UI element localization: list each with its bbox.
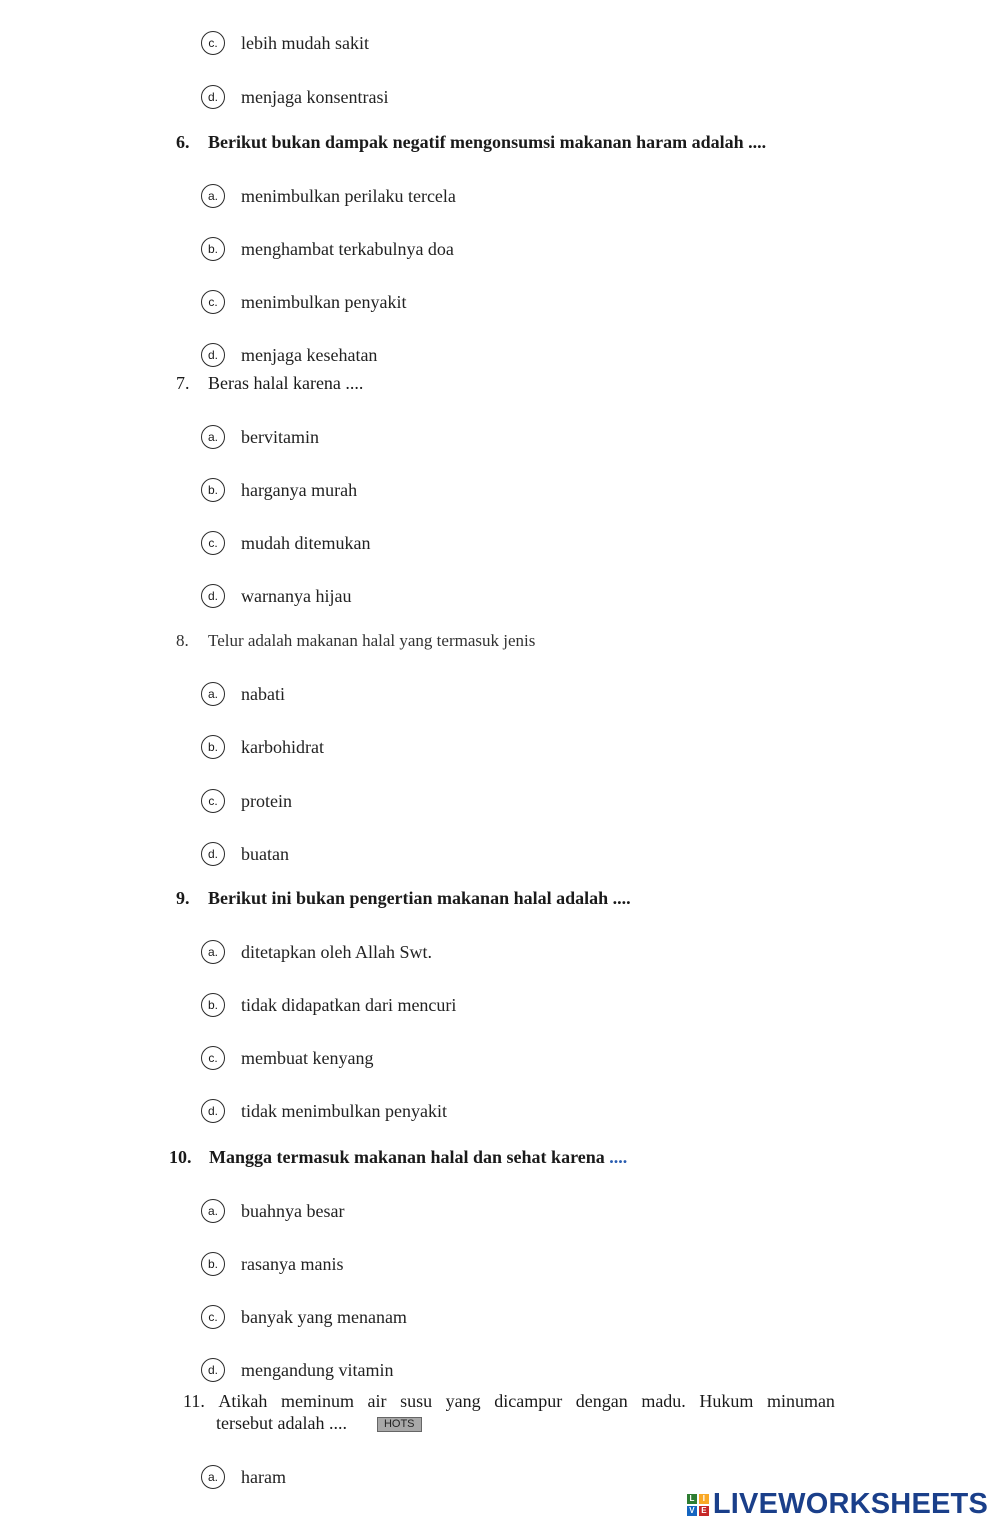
option-text: lebih mudah sakit <box>241 32 369 53</box>
option-letter-badge: b. <box>201 1252 225 1276</box>
question-word: madu. <box>641 1391 686 1411</box>
question-number: 7. <box>176 373 190 393</box>
option-letter-badge: a. <box>201 184 225 208</box>
option-letter-badge: d. <box>201 584 225 608</box>
question-text: Beras halal karena .... <box>208 373 364 393</box>
option-text: buahnya besar <box>241 1200 345 1221</box>
logo-text: LIVEWORKSHEETS <box>712 1488 988 1520</box>
option-text: warnanya hijau <box>241 585 352 606</box>
option-text: menimbulkan perilaku tercela <box>241 185 456 206</box>
option-letter-badge: c. <box>201 531 225 555</box>
option-text: menghambat terkabulnya doa <box>241 238 454 259</box>
option-q11-a[interactable] <box>201 1464 286 1490</box>
question-word: dicampur <box>494 1391 563 1411</box>
question-ellipsis: .... <box>609 1147 628 1167</box>
option-letter-badge: d. <box>201 1099 225 1123</box>
option-text: buatan <box>241 843 289 864</box>
question-10 <box>169 1146 627 1168</box>
option-q8-d[interactable] <box>201 841 289 867</box>
option-letter-badge: c. <box>201 290 225 314</box>
question-number: 6. <box>176 132 190 152</box>
question-11-line-2 <box>183 1412 835 1434</box>
question-word: susu <box>400 1391 433 1411</box>
question-number: 8. <box>176 631 189 650</box>
option-q9-b[interactable] <box>201 992 456 1018</box>
question-6 <box>176 131 766 153</box>
question-word: meminum <box>280 1391 354 1411</box>
option-letter-badge: d. <box>201 85 225 109</box>
option-q7-d[interactable] <box>201 583 351 609</box>
logo-letter: E <box>699 1506 709 1516</box>
option-q6-a[interactable] <box>201 183 456 209</box>
option-q6-c[interactable] <box>201 289 406 315</box>
option-q5-c[interactable] <box>201 30 369 56</box>
logo-mark-icon <box>687 1494 709 1516</box>
logo-letter: L <box>687 1494 697 1504</box>
option-letter-badge: b. <box>201 478 225 502</box>
question-11-line-1 <box>183 1390 835 1412</box>
option-text: mudah ditemukan <box>241 532 371 553</box>
option-letter-badge: b. <box>201 237 225 261</box>
option-letter-badge: a. <box>201 425 225 449</box>
question-word: yang <box>445 1391 481 1411</box>
option-q7-a[interactable] <box>201 424 319 450</box>
option-text: ditetapkan oleh Allah Swt. <box>241 941 432 962</box>
option-q8-b[interactable] <box>201 734 324 760</box>
option-q10-c[interactable] <box>201 1304 407 1330</box>
option-text: membuat kenyang <box>241 1047 374 1068</box>
option-letter-badge: d. <box>201 1358 225 1382</box>
option-letter-badge: d. <box>201 343 225 367</box>
option-text: protein <box>241 790 292 811</box>
option-letter-badge: c. <box>201 31 225 55</box>
option-text: tidak menimbulkan penyakit <box>241 1100 447 1121</box>
logo-letter: V <box>687 1506 697 1516</box>
question-text: tersebut adalah .... <box>216 1413 347 1433</box>
option-text: menimbulkan penyakit <box>241 291 407 312</box>
option-letter-badge: a. <box>201 1465 225 1489</box>
option-letter-badge: c. <box>201 789 225 813</box>
option-q7-c[interactable] <box>201 530 370 556</box>
option-text: menjaga kesehatan <box>241 344 378 365</box>
option-q5-d[interactable] <box>201 84 388 110</box>
option-letter-badge: a. <box>201 682 225 706</box>
option-q10-d[interactable] <box>201 1357 393 1383</box>
question-word: dengan <box>575 1391 628 1411</box>
option-text: mengandung vitamin <box>241 1359 394 1380</box>
option-q8-a[interactable] <box>201 681 285 707</box>
question-9 <box>176 887 631 909</box>
question-word: air <box>367 1391 387 1411</box>
option-text: rasanya manis <box>241 1253 344 1274</box>
option-q10-a[interactable] <box>201 1198 344 1224</box>
question-8 <box>176 630 535 652</box>
option-q8-c[interactable] <box>201 788 292 814</box>
option-q9-a[interactable] <box>201 939 432 965</box>
option-letter-badge: a. <box>201 1199 225 1223</box>
option-q6-d[interactable] <box>201 342 377 368</box>
option-text: tidak didapatkan dari mencuri <box>241 994 457 1015</box>
option-q9-c[interactable] <box>201 1045 373 1071</box>
liveworksheets-logo[interactable] <box>687 1488 988 1521</box>
option-q6-b[interactable] <box>201 236 454 262</box>
option-text: nabati <box>241 683 285 704</box>
option-letter-badge: a. <box>201 940 225 964</box>
question-11 <box>183 1390 835 1434</box>
question-number: 11. <box>183 1391 205 1411</box>
option-text: haram <box>241 1466 286 1487</box>
question-word: minuman <box>766 1391 835 1411</box>
question-text: Telur adalah makanan halal yang termasuk jenis <box>208 631 536 650</box>
option-text: banyak yang menanam <box>241 1306 407 1327</box>
question-text: Mangga termasuk makanan halal dan sehat karena <box>209 1147 605 1167</box>
option-letter-badge: b. <box>201 993 225 1017</box>
option-text: bervitamin <box>241 426 319 447</box>
option-q9-d[interactable] <box>201 1098 447 1124</box>
question-word: Atikah <box>218 1391 268 1411</box>
option-text: harganya murah <box>241 479 358 500</box>
question-number: 9. <box>176 888 190 908</box>
option-letter-badge: b. <box>201 735 225 759</box>
option-q10-b[interactable] <box>201 1251 343 1277</box>
option-text: karbohidrat <box>241 736 324 757</box>
option-letter-badge: d. <box>201 842 225 866</box>
question-word: Hukum <box>699 1391 754 1411</box>
logo-letter: I <box>699 1494 709 1504</box>
hots-badge: HOTS <box>377 1417 422 1432</box>
question-text: Berikut ini bukan pengertian makanan halal adalah .... <box>208 888 631 908</box>
option-letter-badge: c. <box>201 1305 225 1329</box>
question-text: Berikut bukan dampak negatif mengonsumsi makanan haram adalah .... <box>208 132 767 152</box>
option-text: menjaga konsentrasi <box>241 86 389 107</box>
option-q7-b[interactable] <box>201 477 357 503</box>
question-number: 10. <box>169 1147 192 1167</box>
question-7 <box>176 372 363 394</box>
option-letter-badge: c. <box>201 1046 225 1070</box>
